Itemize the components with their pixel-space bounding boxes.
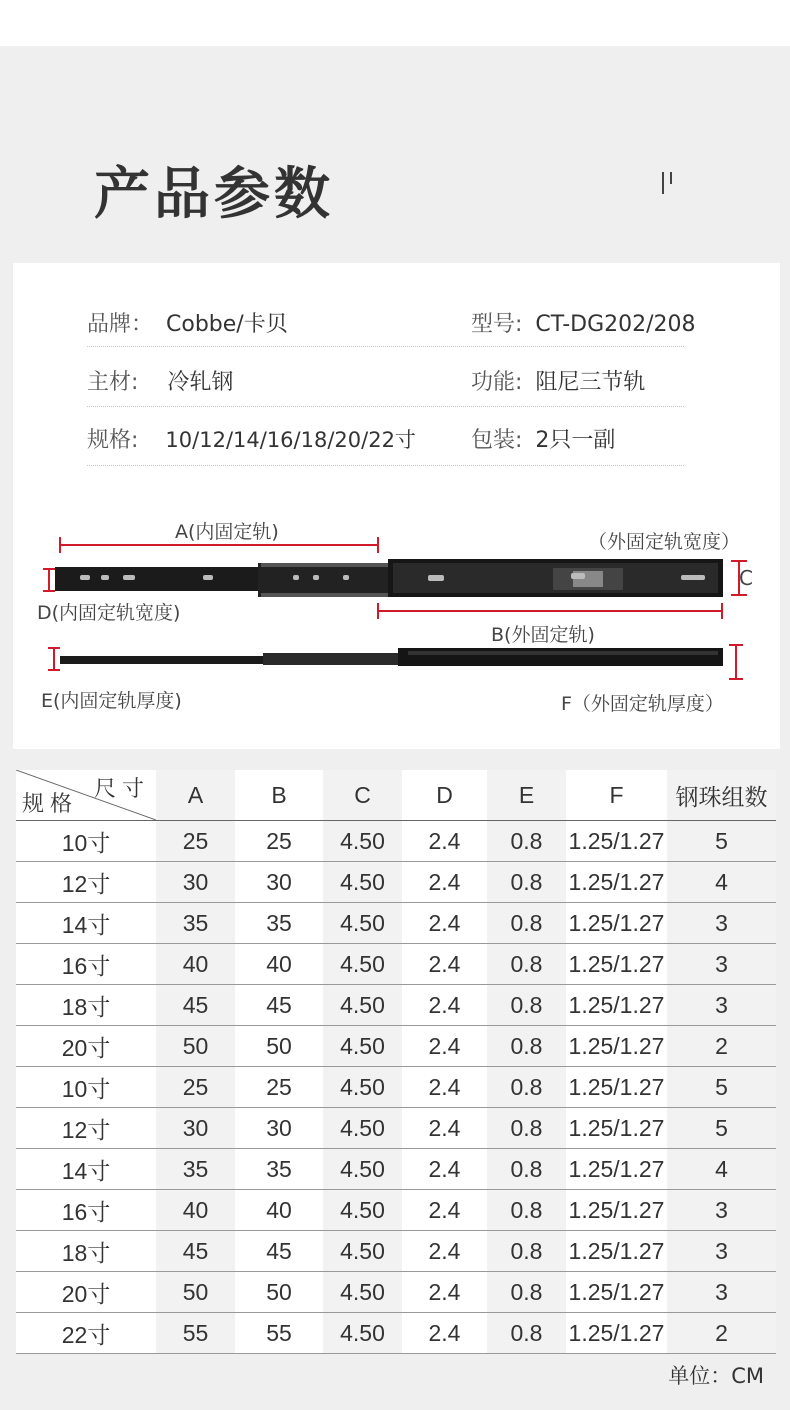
spec-material-value: 冷轧钢 <box>167 370 234 395</box>
corner-cell <box>16 770 156 821</box>
table-cell: 40 <box>235 1190 323 1231</box>
table-cell: 4.50 <box>323 985 402 1026</box>
label-e: E(内固定轨厚度) <box>41 690 182 712</box>
table-cell: 2.4 <box>402 944 487 985</box>
label-b: B(外固定轨) <box>491 624 595 646</box>
row-size-cell: 14寸 <box>16 1149 156 1190</box>
table-header-row <box>16 770 776 821</box>
table-cell: 5 <box>667 821 776 862</box>
table-cell: 50 <box>156 1026 235 1067</box>
table-cell: 4.50 <box>323 1190 402 1231</box>
table-cell: 0.8 <box>487 1272 566 1313</box>
table-cell: 0.8 <box>487 1067 566 1108</box>
table-cell: 0.8 <box>487 1108 566 1149</box>
table-cell: 2.4 <box>402 821 487 862</box>
col-header: D <box>402 770 487 821</box>
table-cell: 0.8 <box>487 1026 566 1067</box>
table-cell: 2.4 <box>402 1313 487 1354</box>
table-cell: 35 <box>156 1149 235 1190</box>
spec-package-key: 包装: <box>471 428 523 453</box>
table-row <box>16 821 776 862</box>
table-cell: 30 <box>235 862 323 903</box>
table-cell: 4 <box>667 1149 776 1190</box>
corner-bottom-label: 规格 <box>22 791 79 816</box>
slide-rail-diagram <box>13 263 780 749</box>
table-cell: 25 <box>235 821 323 862</box>
table-cell: 2.4 <box>402 862 487 903</box>
table-row <box>16 1067 776 1108</box>
table-cell: 4.50 <box>323 821 402 862</box>
table-cell: 35 <box>156 903 235 944</box>
spec-size-value: 10/12/14/16/18/20/22寸 <box>165 428 416 452</box>
table-cell: 1.25/1.27 <box>566 1231 667 1272</box>
table-cell: 4 <box>667 862 776 903</box>
row-size-cell: 10寸 <box>16 1067 156 1108</box>
table-cell: 25 <box>235 1067 323 1108</box>
table-cell: 1.25/1.27 <box>566 1272 667 1313</box>
spec-model-key: 型号: <box>471 312 523 337</box>
table-cell: 35 <box>235 903 323 944</box>
table-row <box>16 903 776 944</box>
table-row <box>16 1026 776 1067</box>
spec-function-key: 功能: <box>471 370 523 395</box>
table-cell: 5 <box>667 1108 776 1149</box>
table-cell: 45 <box>156 985 235 1026</box>
table-cell: 0.8 <box>487 903 566 944</box>
spec-model-value: CT-DG202/208 <box>535 312 696 337</box>
col-header: B <box>235 770 323 821</box>
row-size-cell: 12寸 <box>16 862 156 903</box>
table-cell: 4.50 <box>323 944 402 985</box>
table-cell: 1.25/1.27 <box>566 1067 667 1108</box>
table-row <box>16 862 776 903</box>
table-cell: 55 <box>156 1313 235 1354</box>
table-row <box>16 985 776 1026</box>
spec-size-key: 规格: <box>87 428 139 453</box>
top-bar <box>0 0 790 46</box>
table-cell: 35 <box>235 1149 323 1190</box>
spec-brand-key: 品牌： <box>87 312 154 337</box>
spec-material-key: 主材: <box>87 370 139 395</box>
table-cell: 2.4 <box>402 1026 487 1067</box>
table-cell: 0.8 <box>487 1313 566 1354</box>
table-cell: 3 <box>667 1231 776 1272</box>
corner-top-label: 尺寸 <box>93 776 150 801</box>
table-cell: 3 <box>667 944 776 985</box>
table-cell: 40 <box>156 1190 235 1231</box>
table-cell: 2.4 <box>402 1231 487 1272</box>
label-f: F（外固定轨厚度） <box>561 693 724 715</box>
row-size-cell: 16寸 <box>16 1190 156 1231</box>
table-row <box>16 1190 776 1231</box>
row-size-cell: 20寸 <box>16 1272 156 1313</box>
table-cell: 4.50 <box>323 1067 402 1108</box>
table-cell: 0.8 <box>487 944 566 985</box>
table-cell: 2.4 <box>402 1067 487 1108</box>
row-size-cell: 18寸 <box>16 985 156 1026</box>
table-cell: 0.8 <box>487 1190 566 1231</box>
table-cell: 45 <box>235 1231 323 1272</box>
table-cell: 45 <box>235 985 323 1026</box>
row-size-cell: 14寸 <box>16 903 156 944</box>
table-cell: 3 <box>667 985 776 1026</box>
col-header: 钢珠组数 <box>667 770 776 821</box>
table-cell: 25 <box>156 821 235 862</box>
table-cell: 2 <box>667 1026 776 1067</box>
table-cell: 5 <box>667 1067 776 1108</box>
row-size-cell: 16寸 <box>16 944 156 985</box>
table-cell: 0.8 <box>487 1231 566 1272</box>
spec-brand-value: Cobbe/卡贝 <box>166 312 288 337</box>
table-cell: 1.25/1.27 <box>566 1026 667 1067</box>
table-row <box>16 1149 776 1190</box>
table-cell: 4.50 <box>323 862 402 903</box>
table-cell: 40 <box>235 944 323 985</box>
table-cell: 4.50 <box>323 1149 402 1190</box>
table-cell: 1.25/1.27 <box>566 1190 667 1231</box>
row-size-cell: 10寸 <box>16 821 156 862</box>
label-c: C <box>739 566 753 590</box>
table-row <box>16 1231 776 1272</box>
table-row <box>16 1313 776 1354</box>
col-header: E <box>487 770 566 821</box>
table-cell: 25 <box>156 1067 235 1108</box>
table-cell: 1.25/1.27 <box>566 985 667 1026</box>
col-header: A <box>156 770 235 821</box>
table-cell: 4.50 <box>323 1026 402 1067</box>
table-cell: 2.4 <box>402 1190 487 1231</box>
table-cell: 0.8 <box>487 985 566 1026</box>
row-size-cell: 22寸 <box>16 1313 156 1354</box>
unit-label: 单位：CM <box>668 1364 764 1388</box>
table-cell: 2 <box>667 1313 776 1354</box>
col-header: C <box>323 770 402 821</box>
table-cell: 2.4 <box>402 1272 487 1313</box>
row-size-cell: 20寸 <box>16 1026 156 1067</box>
col-header: F <box>566 770 667 821</box>
table-cell: 1.25/1.27 <box>566 1149 667 1190</box>
page-title: 产品参数 <box>94 162 334 227</box>
table-cell: 4.50 <box>323 1108 402 1149</box>
table-row <box>16 1108 776 1149</box>
table-cell: 30 <box>156 1108 235 1149</box>
label-d: D(内固定轨宽度) <box>37 602 181 624</box>
table-cell: 1.25/1.27 <box>566 903 667 944</box>
spec-table <box>16 770 776 1354</box>
spec-package-value: 2只一副 <box>535 428 616 453</box>
table-row <box>16 1272 776 1313</box>
table-cell: 55 <box>235 1313 323 1354</box>
table-row <box>16 944 776 985</box>
label-outer-width: （外固定轨宽度） <box>588 531 741 553</box>
table-cell: 0.8 <box>487 1149 566 1190</box>
table-cell: 50 <box>235 1272 323 1313</box>
table-cell: 2.4 <box>402 903 487 944</box>
table-cell: 30 <box>156 862 235 903</box>
table-cell: 0.8 <box>487 862 566 903</box>
table-cell: 50 <box>156 1272 235 1313</box>
table-cell: 1.25/1.27 <box>566 1108 667 1149</box>
table-cell: 45 <box>156 1231 235 1272</box>
row-size-cell: 12寸 <box>16 1108 156 1149</box>
table-cell: 3 <box>667 1190 776 1231</box>
table-cell: 50 <box>235 1026 323 1067</box>
spec-card <box>13 263 780 749</box>
table-cell: 4.50 <box>323 1231 402 1272</box>
label-a: A(内固定轨) <box>175 521 279 543</box>
table-cell: 4.50 <box>323 1272 402 1313</box>
table-cell: 2.4 <box>402 985 487 1026</box>
table-cell: 1.25/1.27 <box>566 821 667 862</box>
table-cell: 1.25/1.27 <box>566 862 667 903</box>
title-mark-icon <box>662 172 674 194</box>
row-size-cell: 18寸 <box>16 1231 156 1272</box>
table-cell: 0.8 <box>487 821 566 862</box>
table-cell: 1.25/1.27 <box>566 1313 667 1354</box>
table-cell: 2.4 <box>402 1149 487 1190</box>
table-cell: 1.25/1.27 <box>566 944 667 985</box>
table-cell: 30 <box>235 1108 323 1149</box>
table-cell: 3 <box>667 903 776 944</box>
table-cell: 4.50 <box>323 903 402 944</box>
table-cell: 3 <box>667 1272 776 1313</box>
spec-function-value: 阻尼三节轨 <box>535 370 646 395</box>
table-cell: 40 <box>156 944 235 985</box>
table-cell: 4.50 <box>323 1313 402 1354</box>
table-cell: 2.4 <box>402 1108 487 1149</box>
rail-drawing <box>13 263 780 749</box>
